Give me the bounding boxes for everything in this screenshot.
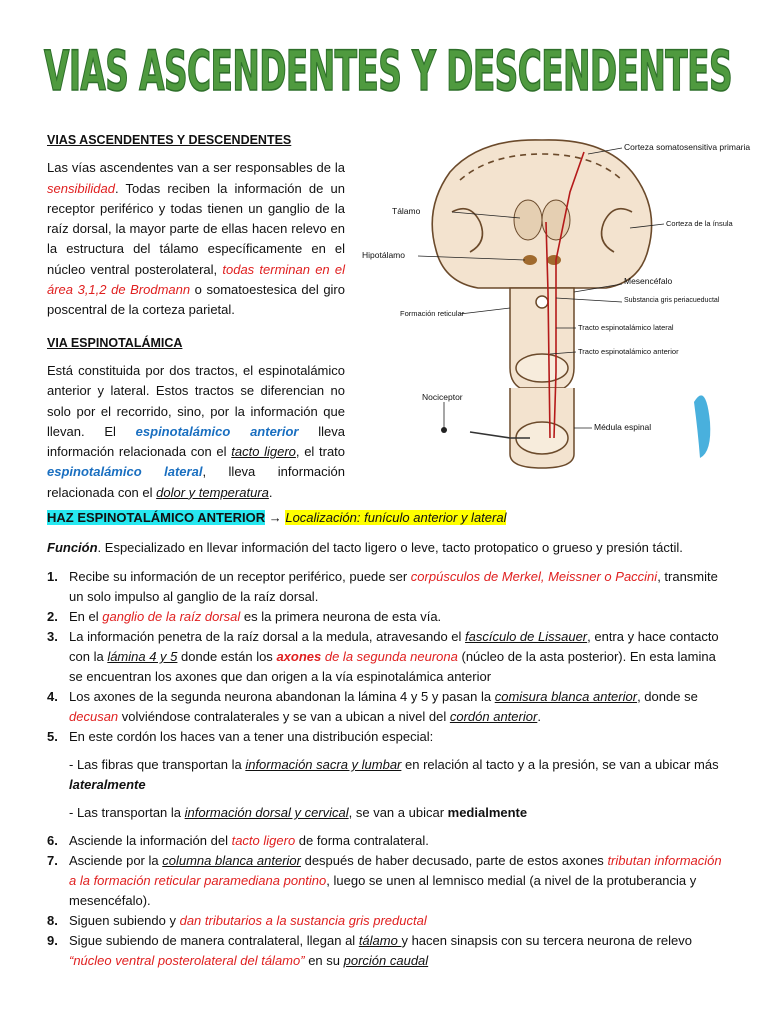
item-text: es la primera neurona de esta vía. [240,609,442,624]
item-emphasis: corpúsculos de Merkel, Meissner o Paccini [410,569,658,584]
label-talamo: Tálamo [392,206,421,216]
list-item [47,831,727,851]
item-number: 7. [47,853,58,868]
item-text: , luego se unen al lemnisco medial (a nivel de la protuberancia y mesencéfalo). [69,873,697,908]
item-number: 3. [47,629,58,644]
espino-text-i: . [268,484,273,500]
sub-item [69,803,727,823]
label-mesencefalo: Mesencéfalo [624,276,673,286]
item-emphasis: axones [276,649,322,664]
item-number: 4. [47,689,58,704]
sub-list [69,755,727,823]
item-text: en relación al tacto y a la presión, se van a ubicar más [401,757,719,772]
item-text: , se van a ubicar [348,805,448,820]
intro-column [47,130,345,503]
intro-heading: VIAS ASCENDENTES Y DESCENDENTES [47,133,292,147]
item-text: Los axones de la segunda neurona abandonan la lámina 4 y 5 y pasan la [69,689,495,704]
item-text: volviéndose contralaterales y se van a ubican a nivel del [118,709,450,724]
intro-text-e: o somatoestesica del giro poscentral de la corteza parietal. [47,282,345,318]
item-number: 1. [47,569,58,584]
item-emphasis: ganglio de la raíz dorsal [102,609,241,624]
list-item [47,567,727,607]
item-underline: cordón anterior [449,709,538,724]
brain-outline [432,140,651,288]
item-bold: medialmente [447,805,528,820]
item-text: - Las fibras que transportan la [69,757,246,772]
item-number: 9. [47,933,58,948]
list-item [47,727,727,823]
list-item [47,851,727,911]
item-underline: tálamo [358,933,402,948]
label-substancia: Substancia gris periacueductal [624,297,720,304]
haz-localizacion: Localización: funículo anterior y lateral [285,510,507,525]
item-underline: comisura blanca anterior [494,689,638,704]
item-underline: columna blanca anterior [162,853,301,868]
item-number: 8. [47,913,58,928]
item-text: , entra y hace contacto con la [69,629,719,664]
list-item [47,687,727,727]
label-tracto-lat: Tracto espinotalámico lateral [578,323,674,332]
item-text: (núcleo de la asta posterior). En esta lamina se encuentran los axones que dan origen a la vía espinotalámica anterior [69,649,716,684]
list-item [47,607,727,627]
label-medula: Médula espinal [594,422,652,432]
item-number: 6. [47,833,58,848]
haz-heading-row [47,510,506,525]
item-underline: información sacra y lumbar [245,757,402,772]
intro-text-a: Las vías ascendentes van a ser responsables de la [47,160,345,176]
intro-sensibilidad: sensibilidad [47,180,115,196]
item-number: 2. [47,609,58,624]
intro-paragraph [47,158,345,320]
item-underline: lámina 4 y 5 [107,649,178,664]
item-text: Asciende por la [69,853,163,868]
item-underline: porción caudal [343,953,429,968]
item-text: - Las transportan la [69,805,185,820]
espino-paragraph [47,361,345,503]
item-text: Recibe su información de un receptor periférico, puede ser [69,569,411,584]
item-number: 5. [47,729,58,744]
item-text: . [537,709,541,724]
list-item [47,931,727,971]
intro-brodmann: todas terminan en el área 3,1,2 de Brodmann [47,261,345,298]
item-emphasis: tributan información a la formación reticular paramediana pontino [69,853,722,888]
espino-text-e: , el trato [295,444,346,460]
intro-text-c: . Todas reciben la información de un receptor periférico y todas tienen un ganglio de la raíz dorsal, la mayor parte de ellas hacen relevo en la estructura del tálamo específicamente en el núcleo ventral posterolateral, [47,180,345,277]
funcion-text: . Especializado en llevar información del tacto ligero o leve, tacto protopatico o grueso y presión táctil. [97,540,683,555]
espino-text-g: , lleva información relacionada con el [47,464,345,500]
haz-arrow: → [265,510,286,525]
label-corteza-soma: Corteza somatosensitiva primaria [624,142,751,152]
steps-list [47,567,727,971]
nociceptor-dot [441,427,447,433]
sub-item [69,755,727,795]
item-text: La información penetra de la raíz dorsal a la medula, atravesando el [69,629,466,644]
item-emphasis: dan tributarios a la sustancia gris preductal [179,913,427,928]
espino-anterior: espinotalámico anterior [135,423,299,439]
item-emphasis: decusan [69,709,119,724]
funcion-label: Función [47,540,98,555]
banner-title [44,34,734,103]
label-hipotalamo: Hipotálamo [362,250,405,260]
item-text: En este cordón los haces van a tener una distribución especial: [69,729,434,744]
item-text: Asciende la información del [69,833,232,848]
funcion-line [47,540,727,555]
item-text: de forma contralateral. [295,833,429,848]
item-emphasis: de la segunda neurona [321,649,458,664]
item-text: después de haber decusado, parte de estos axones [300,853,608,868]
item-text: , transmite un solo impulso al ganglio de la raíz dorsal. [69,569,718,604]
item-text: En el [69,609,103,624]
item-emphasis: “núcleo ventral posterolateral del tálamo” [69,953,305,968]
item-text: y hacen sinapsis con su tercera neurona de relevo [401,933,692,948]
label-tracto-ant: Tracto espinotalámico anterior [578,347,679,356]
item-text: , donde se [637,689,698,704]
haz-title: HAZ ESPINOTALÁMICO ANTERIOR [47,510,266,525]
label-formacion: Formación reticular [400,309,465,318]
espino-tacto-ligero: tacto ligero [231,444,296,460]
label-corteza-insula: Corteza de la ínsula [666,219,733,228]
spinal-cord [510,354,574,468]
item-text: donde están los [177,649,277,664]
logo-mark-icon [694,395,710,458]
item-emphasis: tacto ligero [231,833,296,848]
list-item [47,627,727,687]
label-nociceptor: Nociceptor [422,392,463,402]
item-text: Sigue subiendo de manera contralateral, llegan al [69,933,359,948]
item-bold: lateralmente [69,777,146,792]
banner-title-text: VIAS ASCENDENTES Y DESCENDENTES [44,39,732,103]
item-underline: información dorsal y cervical [184,805,349,820]
item-underline: fascículo de Lissauer [465,629,588,644]
espino-text-c: lleva información relacionada con el [47,423,345,460]
item-text: Siguen subiendo y [69,913,180,928]
list-item [47,911,727,931]
spinothalamic-figure [360,132,751,472]
espino-heading: VIA ESPINOTALÁMICA [47,335,183,350]
espino-dolor: dolor y temperatura [156,484,269,500]
espino-text-a: Está constituida por dos tractos, el espinotalámico anterior y lateral. Estos tractos se diferencian no solo por el recorrido, sino, por la información que llevan. El [47,362,345,439]
item-text: en su [304,953,344,968]
espino-lateral: espinotalámico lateral [47,464,203,480]
